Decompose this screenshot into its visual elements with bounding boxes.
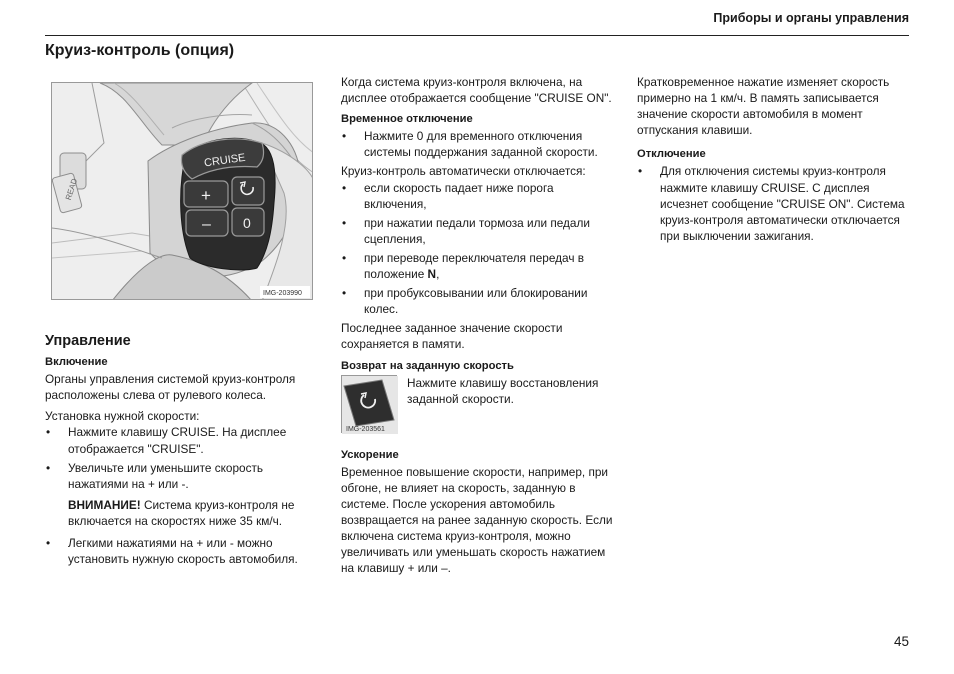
list-item: • Легкими нажатиями на + или - можно установить нужную скорость автомобиля.	[45, 535, 323, 567]
list-item: • при нажатии педали тормоза или педали сцепления,	[341, 215, 617, 247]
plus-label: +	[201, 186, 211, 205]
list-item	[341, 250, 617, 282]
list-item: • при пробуксовывании или блокировании колес.	[341, 285, 617, 317]
paragraph-intro: Органы управления системой круиз-контроля расположены слева от рулевого колеса.	[45, 372, 296, 403]
paragraph-auto-off: Круиз-контроль автоматически отключается:	[341, 164, 586, 179]
setup-list-2	[45, 535, 323, 567]
paragraph-accel: Временное повышение скорости, например, при обгоне, не влияет на скорость, заданную в системе. После ускорения автомобиль возвращается на ранее заданную скорость. Если включена система круиз-контроля, можно увеличивать или уменьшать скорость нажатием на клавишу + или –.	[341, 464, 613, 576]
list-item: • если скорость падает ниже порога включения,	[341, 180, 617, 212]
gear-letter: N	[427, 267, 437, 282]
list-item: • Для отключения системы круиз-контроля нажмите клавишу CRUISE. С дисплея исчезнет сообщение "CRUISE ON". Система круиз-контроля автоматически отключается при выключении зажигания.	[637, 163, 913, 243]
paragraph-cruise-on: Когда система круиз-контроля включена, на дисплее отображается сообщение "CRUISE ON".	[341, 75, 612, 106]
paragraph-return: Нажмите клавишу восстановления заданной скорости.	[407, 375, 599, 406]
resume-button-drawing	[342, 376, 398, 434]
paragraph-memory: Последнее заданное значение скорости сохраняется в памяти.	[341, 321, 563, 352]
auto-off-list	[341, 180, 617, 318]
minus-label: –	[202, 216, 211, 233]
disable-list	[637, 163, 913, 243]
heading-return: Возврат на заданную скорость	[341, 359, 514, 372]
list-item: • Увеличьте или уменьшите скорость нажатиями на + или -.	[45, 460, 323, 492]
heading-control: Управление	[45, 333, 131, 349]
setup-list	[45, 424, 323, 491]
temp-off-list	[341, 128, 617, 160]
gear-suffix: ,	[436, 267, 440, 282]
heading-temp-off: Временное отключение	[341, 113, 473, 126]
cruise-button-label: CRUISE	[203, 151, 247, 170]
list-item: • Нажмите 0 для временного отключения системы поддержания заданной скорости.	[341, 128, 617, 160]
zero-label: 0	[243, 215, 251, 231]
section-title: Круиз-контроль (опция)	[45, 42, 235, 59]
list-item: • Нажмите клавишу CRUISE. На дисплее отображается "CRUISE".	[45, 424, 323, 456]
figure-code: IMG-203561	[346, 425, 385, 433]
heading-accel: Ускорение	[341, 448, 399, 461]
column-3	[637, 74, 913, 247]
resume-button-illustration	[341, 375, 397, 433]
header-rule	[45, 35, 909, 36]
read-label: READ	[63, 177, 80, 202]
page-number: 45	[893, 634, 909, 649]
column-1	[45, 333, 323, 570]
page-header-title: Приборы и органы управления	[713, 11, 909, 25]
warning-note	[45, 497, 323, 529]
warning-label: ВНИМАНИЕ!	[68, 497, 141, 512]
column-2	[341, 74, 617, 581]
figure-code: IMG-203990	[263, 290, 302, 297]
steering-wheel-drawing	[52, 83, 313, 300]
resume-button[interactable]	[232, 177, 264, 205]
resume-figure-block	[341, 375, 617, 433]
heading-disable: Отключение	[637, 148, 706, 161]
paragraph-short-press: Кратковременное нажатие изменяет скорость примерно на 1 км/ч. В память записывается значение скорости автомобиля в момент отпускания клавиши.	[637, 75, 890, 138]
cruise-control-illustration	[51, 82, 313, 300]
warning-text: Система круиз-контроля не включается на скоростях ниже 35 км/ч.	[68, 497, 295, 528]
gear-text: при переводе переключателя передач в положение	[364, 250, 585, 282]
paragraph-setup: Установка нужной скорости:	[45, 409, 200, 424]
heading-enable: Включение	[45, 356, 108, 369]
